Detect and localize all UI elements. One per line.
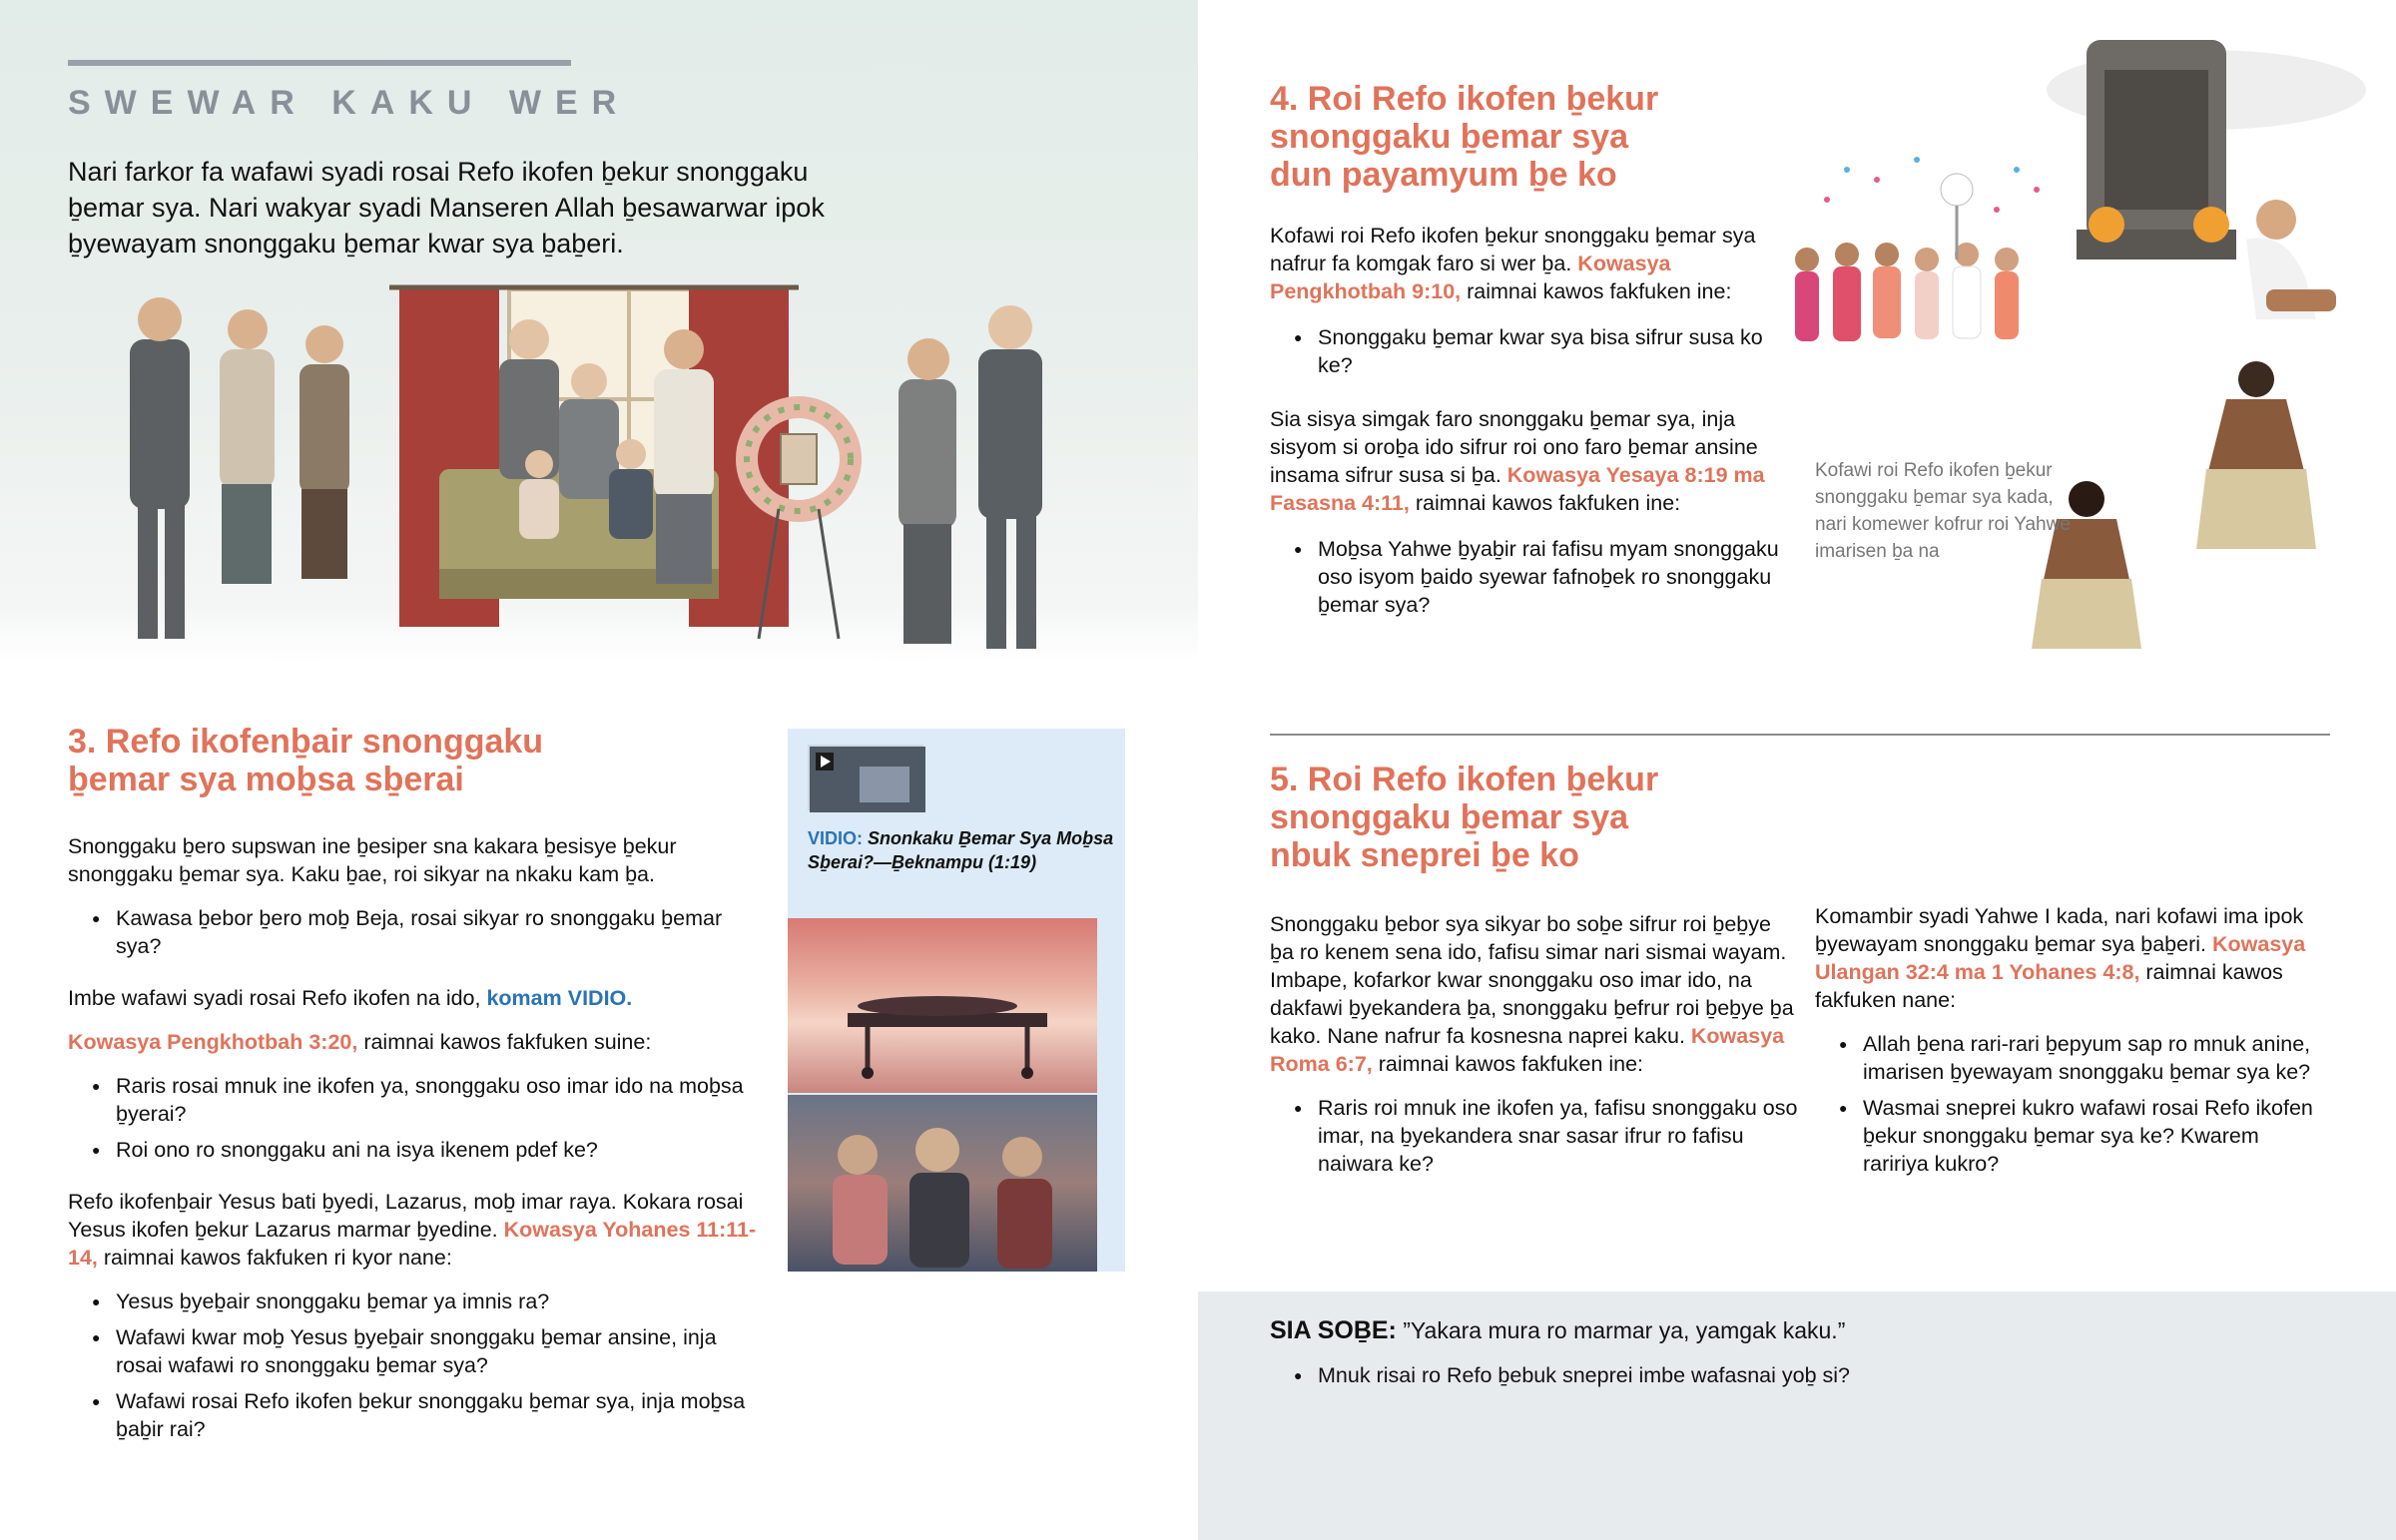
summary-quote <box>1270 1315 1845 1345</box>
paragraph-text: Komambir syadi Yahwe I kada, nari kofawi ima ipok ḇyewayam snonggaku ḇemar sya ḇaḇeri. <box>1815 904 2304 956</box>
scripture-reference[interactable]: Kowasya Yohanes 11:11-14, <box>68 1218 757 1270</box>
paragraph-text: raimnai kawos fakfuken nane: <box>1815 960 2283 1012</box>
section-5-questions-2 <box>1815 1030 2314 1178</box>
section-3-paragraph-2 <box>68 984 767 1012</box>
illustration-caption: Kofawi roi Refo ikofen ḇekur snonggaku ḇemar sya kada, nari komewer kofrur roi Yahwe imarisen ḇa na <box>1815 460 2071 562</box>
section-4-title-line2: snonggaku ḇemar sya <box>1270 118 1629 156</box>
paragraph-text: raimnai kawos fakfuken ine: <box>1372 1052 1644 1076</box>
section-4-paragraph-1 <box>1270 222 1789 305</box>
section-5-paragraph-1 <box>1270 910 1799 1078</box>
video-box <box>788 729 1125 1272</box>
hospital-bed-image <box>788 918 1097 1093</box>
section-4-paragraph-2 <box>1270 405 1789 517</box>
section-5-questions-1 <box>1270 1094 1799 1178</box>
section-4-title <box>1270 80 1789 194</box>
question-item: ● Allah ḇena rari-rari ḇepyum sap ro mnuk anine, imarisen ḇyewayam snonggaku ḇemar sya ke? <box>1815 1030 2314 1086</box>
question-item: ● Raris roi mnuk ine ikofen ya, fafisu snonggaku oso imar, na ḇyekandera snar sasar ifrur ro fafisu naiwara ke? <box>1270 1094 1799 1178</box>
paragraph-text: Kofawi roi Refo ikofen ḇekur snonggaku ḇemar sya nafrur fa komgak faro si wer ḇa. <box>1270 224 1756 275</box>
paragraph-text: Snonggaku ḇebor sya sikyar bo soḇe sifrur roi ḇeḇye ḇa ro kenem sena ido, fafisu simar nari sismai wayam. Imbape, kofarkor kwar snonggaku oso imar ido, na dakfawi ḇyekandera ḇa, snonggaku ḇefrur roi ḇeḇye ḇa kako. Nane nafrur fa kosnesna naprei kaku. <box>1270 912 1794 1048</box>
scripture-reference[interactable]: Kowasya Pengkhotbah 9:10, <box>1270 252 1671 303</box>
paragraph-text: Refo ikofenḇair Yesus bati ḇyedi, Lazarus, moḇ imar raya. Kokara rosai Yesus ikofen ḇekur Lazarus marmar ḇyedine. <box>68 1190 744 1242</box>
paragraph-text: raimnai kawos fakfuken ri kyor nane: <box>97 1246 452 1270</box>
section-5-title-line3: nbuk sneprei ḇe ko <box>1270 836 1579 874</box>
scripture-reference[interactable]: Kowasya Ulangan 32:4 ma 1 Yohanes 4:8, <box>1815 932 2306 984</box>
right-page <box>1198 0 2396 1540</box>
section-4-questions-2 <box>1270 535 1789 619</box>
summary-questions <box>1270 1361 2268 1397</box>
section-5-column-2 <box>1815 902 2314 1186</box>
question-item: ● Mnuk risai ro Refo ḇebuk sneprei imbe wafasnai yoḇ si? <box>1270 1361 2268 1389</box>
section-3-paragraph-4 <box>68 1188 767 1272</box>
lesson-kicker: SWEWAR KAKU WER <box>68 84 631 122</box>
question-item: ● Wasmai sneprei kukro wafawi rosai Refo ikofen ḇekur snonggaku ḇemar sya ke? Kwarem raririya kukro? <box>1815 1094 2314 1178</box>
paragraph-text: raimnai kawos fakfuken ine: <box>1461 279 1732 303</box>
question-item: ● Wafawi rosai Refo ikofen ḇekur snonggaku ḇemar sya, inja moḇsa ḇaḇir rai? <box>68 1387 767 1443</box>
question-item: ● Roi ono ro snonggaku ani na isya ikenem pdef ke? <box>68 1136 767 1164</box>
section-divider <box>1270 734 2330 736</box>
section-3-questions-2 <box>68 1072 767 1164</box>
video-link[interactable]: komam VIDIO. <box>486 986 633 1010</box>
question-item: ● Wafawi kwar moḇ Yesus ḇyeḇair snonggaku ḇemar ansine, inja rosai wafawi ro snonggaku ḇemar sya? <box>68 1323 767 1379</box>
section-5-title <box>1270 761 1799 874</box>
scripture-reference[interactable]: Kowasya Roma 6:7, <box>1270 1024 1785 1076</box>
paragraph-text: raimnai kawos fakfuken ine: <box>1409 491 1681 515</box>
section-5-title-line1: 5. Roi Refo ikofen ḇekur <box>1270 761 1659 798</box>
section-3-title-line2: ḇemar sya moḇsa sḇerai <box>68 761 464 798</box>
section-5 <box>1270 761 1799 1186</box>
question-item: ● Moḇsa Yahwe ḇyaḇir rai fafisu myam snonggaku oso isyom ḇaido syewar fafnoḇek ro snonggaku ḇemar sya? <box>1270 535 1789 619</box>
section-3-questions-1 <box>68 904 767 960</box>
question-item: ● Kawasa ḇebor ḇero moḇ Beja, rosai sikyar ro snonggaku ḇemar sya? <box>68 904 767 960</box>
scripture-reference[interactable]: Kowasya Pengkhotbah 3:20, <box>68 1030 358 1054</box>
section-4-questions-1 <box>1270 323 1789 379</box>
video-title: Snonkaku Ḇemar Sya Moḇsa Sḇerai?—Ḇeknampu (1:19) <box>808 828 1114 872</box>
question-item: ● Snonggaku ḇemar kwar sya bisa sifrur susa ko ke? <box>1270 323 1789 379</box>
section-3-paragraph-3 <box>68 1028 767 1056</box>
grieving-family-image <box>788 1095 1097 1272</box>
section-3 <box>68 723 767 1451</box>
video-thumbnail[interactable] <box>808 745 923 810</box>
section-3-title <box>68 723 767 798</box>
summary-band <box>1198 1291 2396 1540</box>
video-caption[interactable] <box>808 826 1117 874</box>
play-icon <box>810 747 925 812</box>
section-3-title-line1: 3. Refo ikofenḇair snonggaku <box>68 723 544 761</box>
video-label: VIDIO: <box>808 828 864 848</box>
section-4 <box>1270 80 1789 627</box>
scripture-reference[interactable]: Kowasya Yesaya 8:19 ma Fasasna 4:11, <box>1270 463 1765 515</box>
paragraph-text: Sia sisya simgak faro snonggaku ḇemar sya, inja sisyom si oroḇa ido sifrur roi ono faro ḇemar ansine insama sifrur susa si ḇa. <box>1270 407 1758 487</box>
paragraph-text: Imbe wafawi syadi rosai Refo ikofen na ido, <box>68 986 487 1010</box>
question-item: ● Raris rosai mnuk ine ikofen ya, snonggaku oso imar ido na moḇsa ḇyerai? <box>68 1072 767 1128</box>
section-4-title-line3: dun payamyum ḇe ko <box>1270 156 1617 194</box>
kicker-rule <box>68 60 571 66</box>
intro-paragraph: Nari farkor fa wafawi syadi rosai Refo ikofen ḇekur snonggaku ḇemar sya. Nari wakyar syadi Manseren Allah ḇesawarwar ipok ḇyewayam snonggaku ḇemar kwar sya ḇaḇeri. <box>68 157 825 258</box>
religious-rites-illustration <box>1787 30 2366 669</box>
paragraph-text: raimnai kawos fakfuken suine: <box>357 1030 652 1054</box>
section-5-title-line2: snonggaku ḇemar sya <box>1270 798 1629 836</box>
funeral-illustration <box>110 269 1098 669</box>
section-3-paragraph-1: Snonggaku ḇero supswan ine ḇesiper sna kakara ḇesisye ḇekur snonggaku ḇemar sya. Kaku ḇae, roi sikyar na nkaku kam ḇa. <box>68 834 677 886</box>
section-5-paragraph-2 <box>1815 902 2314 1014</box>
question-item: ● Yesus ḇyeḇair snonggaku ḇemar ya imnis ra? <box>68 1287 767 1315</box>
summary-quote-text: ”Yakara mura ro marmar ya, yamgak kaku.” <box>1396 1317 1846 1343</box>
summary-label: SIA SOḆE: <box>1270 1316 1397 1344</box>
section-3-questions-3 <box>68 1287 767 1443</box>
section-4-title-line1: 4. Roi Refo ikofen ḇekur <box>1270 80 1659 118</box>
